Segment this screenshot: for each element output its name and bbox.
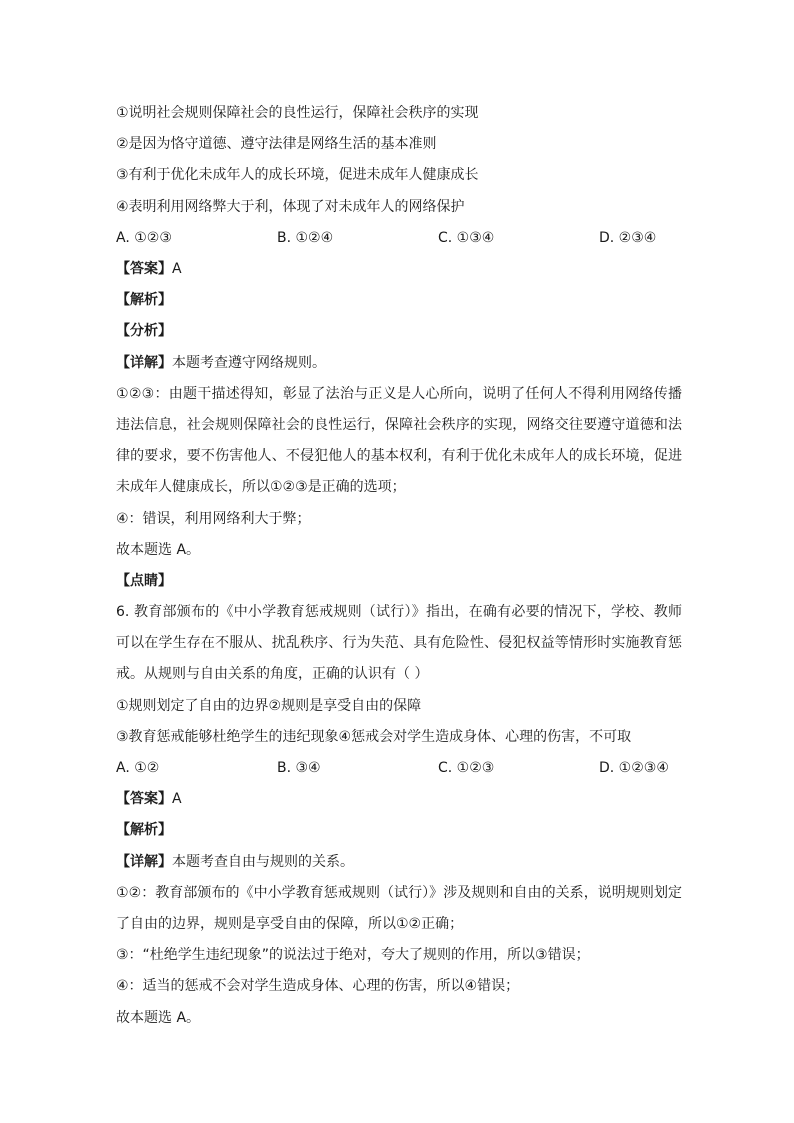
q5-explanation-2: ④：错误，利用网络利大于弊； — [116, 510, 311, 527]
q6-answer — [116, 784, 682, 815]
q5-analysis-tag: 【解析】 — [116, 292, 172, 309]
q6-answer-tag: 【答案】 — [116, 791, 172, 808]
q6-detail — [116, 847, 682, 878]
document-page — [116, 98, 682, 1034]
q5-analysis-heading — [116, 285, 682, 316]
q5-statement-3: ③有利于优化未成年人的成长环境，促进未成年人健康成长 — [116, 167, 479, 184]
q6-detail-tag: 【详解】 — [116, 853, 172, 870]
q5-detail — [116, 348, 682, 379]
q6-detail-text: 本题考查自由与规则的关系。 — [172, 853, 354, 870]
q5-detail-text: 本题考查遵守网络规则。 — [172, 354, 326, 371]
q5-statement-4: ④表明利用网络弊大于利，体现了对未成年人的网络保护 — [116, 198, 465, 215]
q5-option-d: D. ②③④ — [599, 229, 657, 246]
q5-option-b: B. ①②④ — [277, 229, 334, 246]
q5-fenxi-heading — [116, 316, 682, 347]
q5-conclusion: 故本题选 A。 — [116, 541, 201, 558]
q6-option-c: C. ①②③ — [438, 760, 495, 777]
q6-conclusion: 故本题选 A。 — [116, 1009, 201, 1026]
q6-explanation-3: ④：适当的惩戒不会对学生造成身体、心理的伤害，所以④错误； — [116, 978, 520, 995]
q5-explanation-1: ①②③：由题干描述得知，彰显了法治与正义是人心所向，说明了任何人不得利用网络传播违法信息，社会规则保障社会的良性运行，保障社会秩序的实现，网络交往要遵守道德和法律的要求，要不伤害他人、不侵犯他人的基本权利，有利于优化未成年人的成长环境，促进未成年人健康成长，所以①②③是正确的选项； — [116, 385, 682, 496]
q6-explanation-2: ③：“杜绝学生违纪现象”的说法过于绝对，夸大了规则的作用，所以③错误； — [116, 947, 590, 964]
q6-analysis-heading — [116, 815, 682, 846]
q6-option-b: B. ③④ — [277, 760, 321, 777]
q5-answer — [116, 254, 682, 285]
q5-dianjing-heading — [116, 566, 682, 597]
q5-fenxi-tag: 【分析】 — [116, 323, 172, 340]
q5-detail-tag: 【详解】 — [116, 354, 172, 371]
q5-option-a: A. ①②③ — [116, 229, 172, 246]
q5-dianjing-tag: 【点睛】 — [116, 572, 172, 589]
q6-explanation-1: ①②：教育部颁布的《中小学教育惩戒规则（试行）》涉及规则和自由的关系，说明规则划定了自由的边界，规则是享受自由的保障，所以①②正确； — [116, 884, 682, 932]
q5-answer-tag: 【答案】 — [116, 260, 172, 277]
q6-statement-2: ③教育惩戒能够杜绝学生的违纪现象④惩戒会对学生造成身体、心理的伤害，不可取 — [116, 728, 632, 745]
q6-options — [116, 753, 682, 784]
q6-answer-value: A — [172, 791, 182, 808]
q6-analysis-tag: 【解析】 — [116, 822, 172, 839]
q6-statement-1: ①规则划定了自由的边界②规则是享受自由的保障 — [116, 697, 422, 714]
q5-statement-2: ②是因为恪守道德、遵守法律是网络生活的基本准则 — [116, 136, 437, 153]
q6-option-a: A. ①② — [116, 760, 160, 777]
q5-options — [116, 223, 682, 254]
q6-stem: 6. 教育部颁布的《中小学教育惩戒规则（试行）》指出，在确有必要的情况下，学校、教师可以在学生存在不服从、扰乱秩序、行为失范、具有危险性、侵犯权益等情形时实施教育惩戒。从规则与自由关系的角度，正确的认识有（ ） — [116, 604, 682, 683]
q6-option-d: D. ①②③④ — [599, 760, 669, 777]
q5-option-c: C. ①③④ — [438, 229, 495, 246]
q5-statement-1: ①说明社会规则保障社会的良性运行，保障社会秩序的实现 — [116, 105, 479, 121]
q5-answer-value: A — [172, 260, 182, 277]
